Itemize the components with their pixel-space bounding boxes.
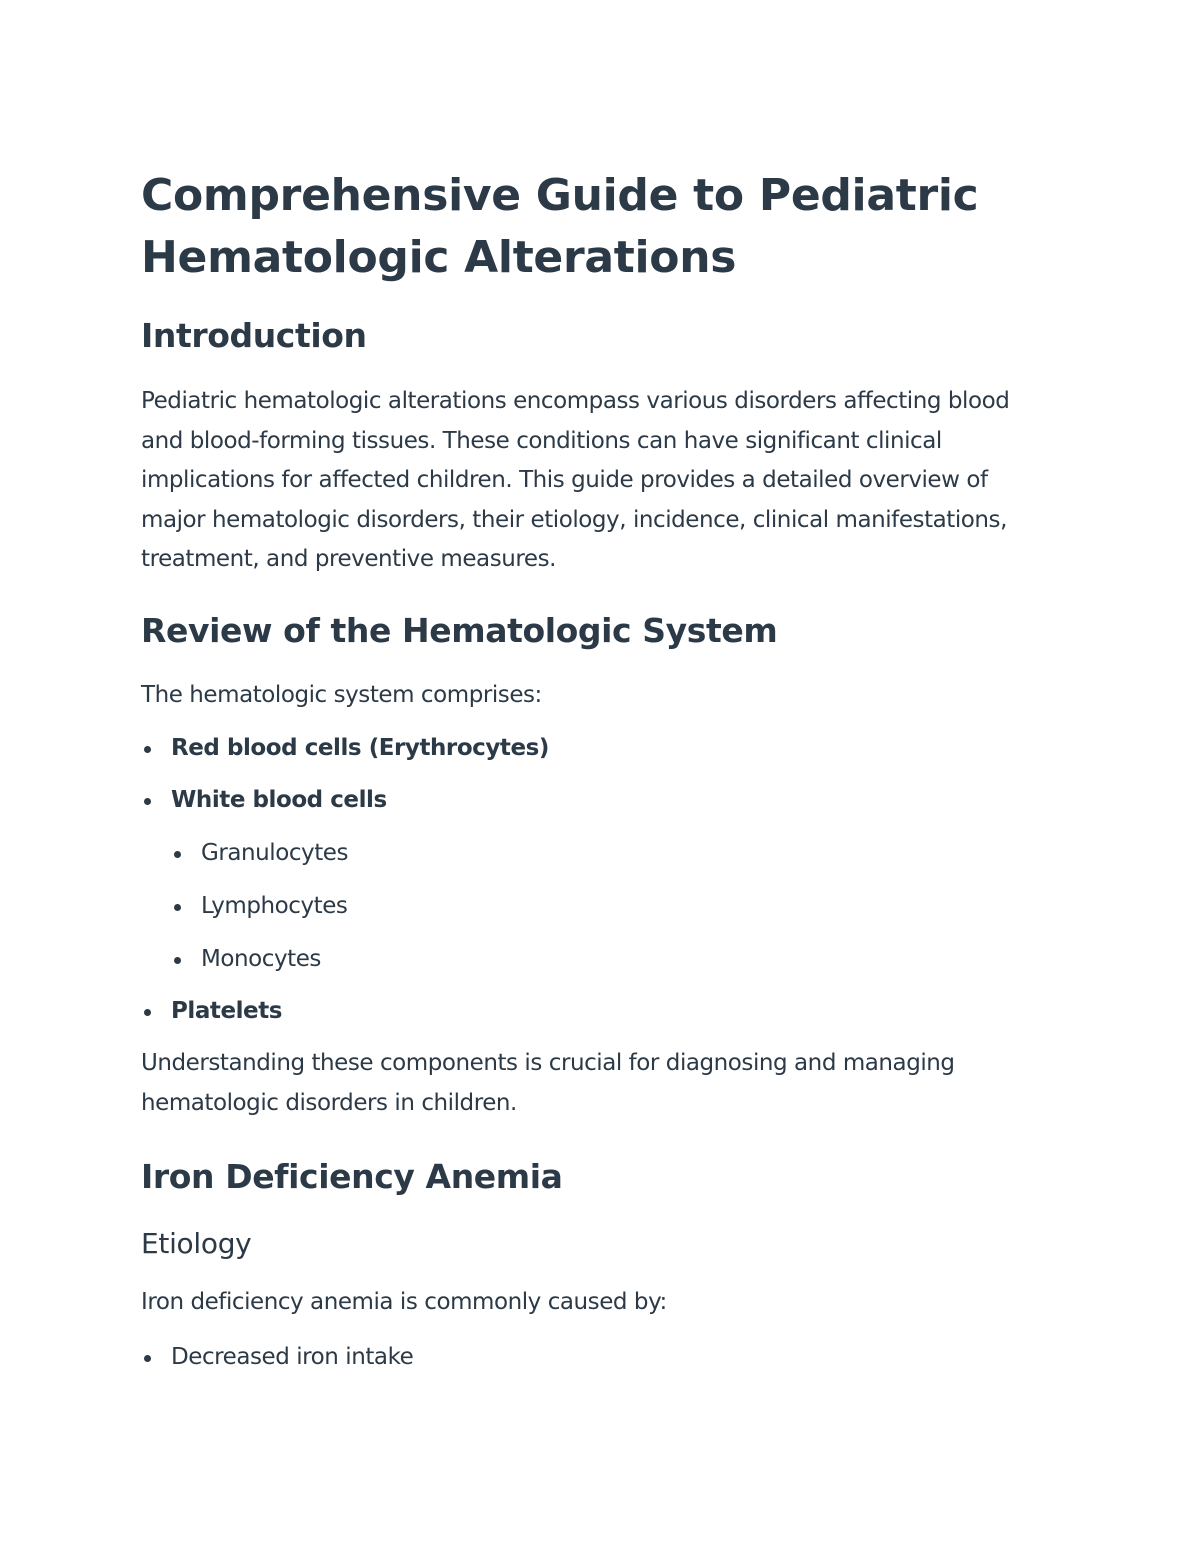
- white-blood-cells-sublist: [171, 838, 1051, 974]
- etiology-lead-paragraph: Iron deficiency anemia is commonly caused by:: [141, 1289, 667, 1315]
- introduction-paragraph: Pediatric hematologic alterations encompass various disorders affecting blood and blood-forming tissues. These conditions can have significant clinical implications for affected children. This guide provides a detailed overview of major hematologic disorders, their etiology, incidence, clinical manifestations, treatment, and preventive measures.: [141, 388, 1010, 572]
- page-title: Comprehensive Guide to Pediatric Hematologic Alterations: [141, 170, 979, 283]
- subsection-heading-etiology: Etiology: [141, 1227, 252, 1260]
- section-heading-review: Review of the Hematologic System: [141, 610, 778, 650]
- document-page: [141, 165, 1051, 1372]
- list-item-white-blood-cells: [141, 785, 1051, 974]
- list-item-granulocytes: Granulocytes: [171, 838, 1051, 868]
- list-item-red-blood-cells: Red blood cells (Erythrocytes): [141, 733, 1051, 763]
- section-heading-introduction: Introduction: [141, 316, 367, 355]
- review-lead-paragraph: The hematologic system comprises:: [141, 681, 542, 708]
- hematologic-components-list: [141, 733, 1051, 1026]
- section-heading-iron-deficiency-anemia: Iron Deficiency Anemia: [141, 1157, 563, 1196]
- list-item-platelets: Platelets: [141, 996, 1051, 1026]
- list-item-decreased-iron-intake: Decreased iron intake: [141, 1342, 1051, 1372]
- review-closing-paragraph: Understanding these components is crucial for diagnosing and managing hematologic disorders in children.: [141, 1050, 955, 1116]
- list-item-label: White blood cells: [171, 787, 387, 813]
- list-item-lymphocytes: Lymphocytes: [171, 891, 1051, 921]
- etiology-causes-list: [141, 1342, 1051, 1372]
- list-item-monocytes: Monocytes: [171, 944, 1051, 974]
